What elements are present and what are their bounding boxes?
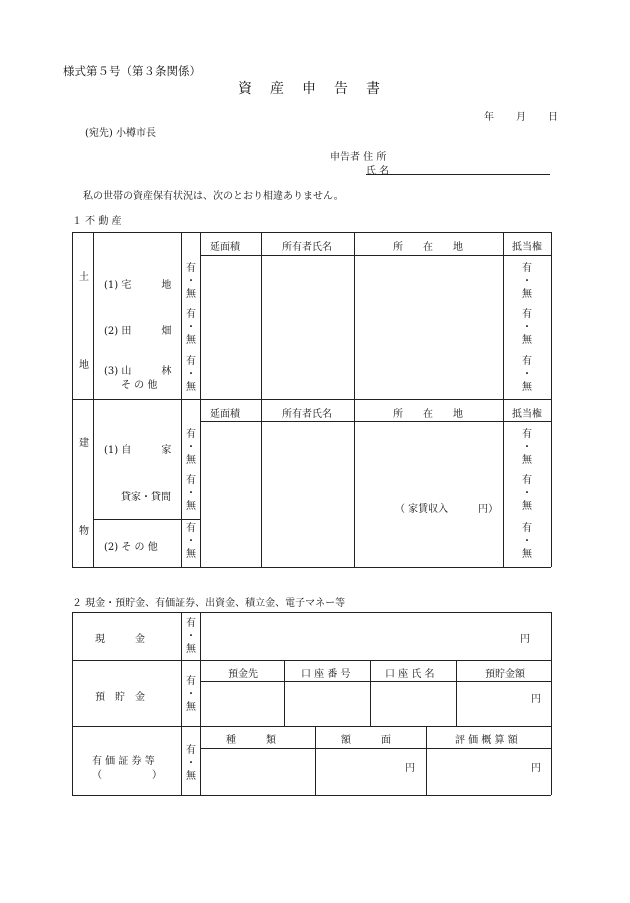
land-row-farmland: (2) 田 畑: [104, 326, 172, 337]
savings-col-account-no: 口 座 番 号: [301, 669, 351, 680]
land-row-forest: (3) 山 林: [104, 366, 172, 377]
building-label-top: 建: [79, 438, 89, 449]
applicant-address-label: 申告者 住 所: [330, 152, 387, 163]
mortgage-yes-no[interactable]: 有 ・ 無: [522, 356, 532, 393]
land-col-area: 延面積: [210, 242, 240, 253]
cash-unit[interactable]: 円: [520, 634, 530, 645]
land-col-mortgage: 抵当権: [512, 242, 542, 253]
addressee: (宛先) 小樽市長: [85, 128, 156, 139]
mortgage-yes-no[interactable]: 有 ・ 無: [522, 475, 532, 512]
savings-label: 預 貯 金: [95, 692, 145, 703]
title-char: 申: [302, 81, 316, 97]
applicant-name-label: 氏 名: [366, 166, 390, 177]
yes-no-toggle[interactable]: 有 ・ 無: [186, 618, 196, 655]
mortgage-yes-no[interactable]: 有 ・ 無: [522, 263, 532, 300]
date-fields[interactable]: [484, 108, 580, 123]
title-char: 告: [334, 81, 348, 97]
land-row-residential: (1) 宅 地: [104, 280, 172, 291]
securities-label: 有 価 証 券 等: [92, 756, 155, 767]
title-char: 産: [270, 81, 284, 97]
building-row-other: (2) そ の 他: [104, 542, 158, 553]
date-day: 日: [548, 112, 558, 123]
mortgage-yes-no[interactable]: 有 ・ 無: [522, 429, 532, 466]
securities-col-valuation: 評 価 概 算 額: [455, 735, 518, 746]
building-col-mortgage: 抵当権: [512, 409, 542, 420]
signature-line[interactable]: [366, 174, 550, 175]
yes-no-toggle[interactable]: 有 ・ 無: [186, 475, 196, 512]
form-number: 様式第５号（第３条関係）: [63, 64, 201, 78]
rent-income-note[interactable]: （ 家賃収入 円）: [395, 504, 499, 515]
section1-heading: １ 不 動 産: [72, 216, 122, 227]
mortgage-yes-no[interactable]: 有 ・ 無: [522, 309, 532, 346]
declaration-text: 私の世帯の資産保有状況は、次のとおり相違ありません。: [83, 191, 344, 202]
yes-no-toggle[interactable]: 有 ・ 無: [186, 745, 196, 782]
date-month: 月: [516, 112, 526, 123]
title-char: 書: [366, 81, 380, 97]
securities-col-type: 種 類: [226, 735, 276, 746]
yes-no-toggle[interactable]: 有 ・ 無: [186, 523, 196, 560]
building-row-rental: 貸家・貸間: [121, 492, 171, 503]
building-col-owner: 所有者氏名: [282, 409, 332, 420]
cash-label: 現 金: [95, 634, 145, 645]
yes-no-toggle[interactable]: 有 ・ 無: [186, 263, 196, 300]
building-row-own-house: (1) 自 家: [104, 445, 172, 456]
land-label-top: 土: [79, 272, 89, 283]
building-label-bottom: 物: [79, 526, 89, 537]
land-row-other: そ の 他: [121, 380, 158, 391]
securities-col-face: 額 面: [341, 735, 391, 746]
document-title: [238, 78, 398, 98]
mortgage-yes-no[interactable]: 有 ・ 無: [522, 523, 532, 560]
yes-no-toggle[interactable]: 有 ・ 無: [186, 309, 196, 346]
savings-col-amount: 預貯金額: [485, 669, 525, 680]
building-col-location: 所 在 地: [393, 409, 463, 420]
yes-no-toggle[interactable]: 有 ・ 無: [186, 676, 196, 713]
land-label-bottom: 地: [79, 360, 89, 371]
building-col-area: 延面積: [210, 409, 240, 420]
securities-unit-valuation[interactable]: 円: [531, 763, 541, 774]
savings-col-account-name: 口 座 氏 名: [385, 669, 435, 680]
yes-no-toggle[interactable]: 有 ・ 無: [186, 429, 196, 466]
securities-paren[interactable]: （ ）: [92, 770, 162, 781]
securities-unit-face[interactable]: 円: [405, 763, 415, 774]
title-char: 資: [238, 81, 252, 97]
land-col-owner: 所有者氏名: [282, 242, 332, 253]
land-col-location: 所 在 地: [393, 242, 463, 253]
date-year: 年: [484, 112, 494, 123]
savings-col-bank: 預金先: [228, 669, 258, 680]
savings-unit[interactable]: 円: [531, 694, 541, 705]
section2-heading: ２ 現金・預貯金、有価証券、出資金、積立金、電子マネー等: [72, 598, 346, 609]
yes-no-toggle[interactable]: 有 ・ 無: [186, 356, 196, 393]
